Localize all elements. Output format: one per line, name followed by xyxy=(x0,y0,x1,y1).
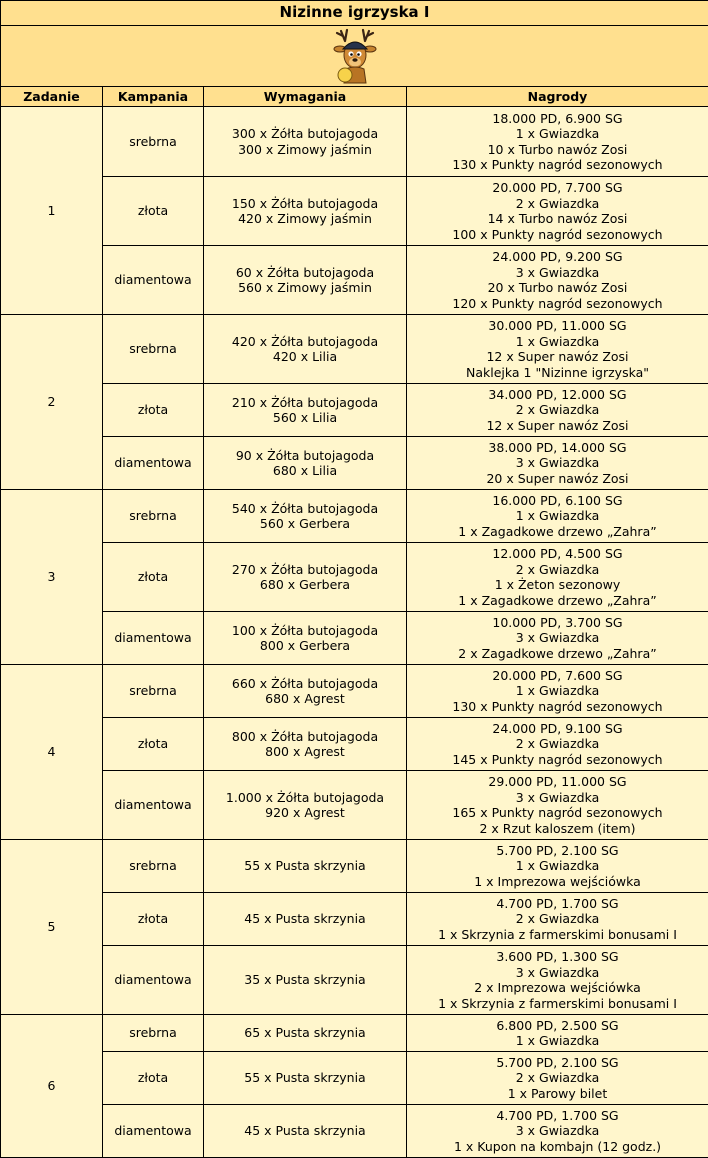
requirement-line: 540 x Żółta butojagoda xyxy=(231,500,379,516)
campaign-cell: diamentowa xyxy=(103,1105,204,1158)
reward-line: 2 x Gwiazdka xyxy=(515,736,600,752)
reward-line: 2 x Gwiazdka xyxy=(515,195,600,211)
requirement-line: 60 x Żółta butojagoda xyxy=(235,264,375,280)
rewards-cell xyxy=(407,1105,708,1158)
reward-line: 2 x Rzut kaloszem (item) xyxy=(479,820,636,836)
requirements-cell xyxy=(204,893,407,946)
rewards-cell xyxy=(407,893,708,946)
reward-line: 20.000 PD, 7.600 SG xyxy=(492,667,623,683)
campaign-cell: srebrna xyxy=(103,1015,204,1052)
header-zadanie: Zadanie xyxy=(1,87,103,107)
reward-line: 2 x Gwiazdka xyxy=(515,402,600,418)
reward-line: 16.000 PD, 6.100 SG xyxy=(492,492,623,508)
campaign-cell: srebrna xyxy=(103,315,204,384)
task-number: 2 xyxy=(1,315,103,490)
requirements-cell xyxy=(204,384,407,437)
campaign-cell: złota xyxy=(103,177,204,246)
requirement-line: 270 x Żółta butojagoda xyxy=(231,561,379,577)
reward-line: 1 x Skrzynia z farmerskimi bonusami I xyxy=(438,926,677,942)
table-row xyxy=(1,612,708,665)
rewards-cell xyxy=(407,718,708,771)
reward-line: 20 x Super nawóz Zosi xyxy=(486,470,629,486)
emblem-row xyxy=(1,26,708,87)
reward-line: 34.000 PD, 12.000 SG xyxy=(488,386,627,402)
requirement-line: 660 x Żółta butojagoda xyxy=(231,675,379,691)
reward-line: 1 x Imprezowa wejściówka xyxy=(474,873,641,889)
reward-line: 2 x Gwiazdka xyxy=(515,1070,600,1086)
requirements-cell xyxy=(204,246,407,315)
reward-line: 1 x Zagadkowe drzewo „Zahra” xyxy=(458,592,657,608)
rewards-cell xyxy=(407,437,708,490)
task-number: 6 xyxy=(1,1015,103,1158)
task-number: 5 xyxy=(1,840,103,1015)
requirement-line: 55 x Pusta skrzynia xyxy=(244,1070,366,1086)
campaign-cell: diamentowa xyxy=(103,437,204,490)
page-title: Nizinne igrzyska I xyxy=(1,1,708,26)
requirement-line: 210 x Żółta butojagoda xyxy=(231,394,379,410)
requirement-line: 920 x Agrest xyxy=(265,805,345,820)
reward-line: 2 x Gwiazdka xyxy=(515,911,600,927)
requirement-line: 65 x Pusta skrzynia xyxy=(244,1025,366,1041)
requirement-line: 300 x Zimowy jaśmin xyxy=(238,141,372,157)
requirements-cell xyxy=(204,612,407,665)
header-wymagania: Wymagania xyxy=(204,87,407,107)
requirement-line: 1.000 x Żółta butojagoda xyxy=(225,789,385,805)
requirements-cell xyxy=(204,1105,407,1158)
reward-line: 2 x Imprezowa wejściówka xyxy=(474,980,641,995)
requirement-line: 90 x Żółta butojagoda xyxy=(235,447,375,463)
requirement-line: 680 x Lilia xyxy=(272,463,338,478)
requirement-line: 420 x Lilia xyxy=(272,349,338,364)
reindeer-mascot-icon xyxy=(331,27,379,85)
requirement-line: 420 x Zimowy jaśmin xyxy=(238,211,372,226)
task-number: 1 xyxy=(1,107,103,315)
campaign-cell: diamentowa xyxy=(103,246,204,315)
requirements-cell xyxy=(204,1015,407,1052)
reward-line: 1 x Gwiazdka xyxy=(515,858,600,874)
reward-line: 14 x Turbo nawóz Zosi xyxy=(487,211,628,226)
reward-line: 4.700 PD, 1.700 SG xyxy=(496,1107,619,1123)
table-row xyxy=(1,246,708,315)
reward-line: 38.000 PD, 14.000 SG xyxy=(488,439,627,455)
reward-line: 3 x Gwiazdka xyxy=(515,630,600,646)
rewards-cell xyxy=(407,771,708,840)
rewards-cell xyxy=(407,840,708,893)
table-row xyxy=(1,315,708,384)
reward-line: 100 x Punkty nagród sezonowych xyxy=(452,226,663,242)
reward-line: 29.000 PD, 11.000 SG xyxy=(488,774,627,789)
campaign-cell: złota xyxy=(103,384,204,437)
reward-line: 20 x Turbo nawóz Zosi xyxy=(487,280,628,295)
reward-line: 130 x Punkty nagród sezonowych xyxy=(452,698,663,714)
reward-line: 1 x Gwiazdka xyxy=(515,683,600,699)
rewards-cell xyxy=(407,1052,708,1105)
table-row xyxy=(1,665,708,718)
rewards-cell xyxy=(407,177,708,246)
requirements-cell xyxy=(204,840,407,893)
requirements-cell xyxy=(204,1052,407,1105)
header-nagrody: Nagrody xyxy=(407,87,708,107)
table-row xyxy=(1,893,708,946)
reward-line: 3 x Gwiazdka xyxy=(515,964,600,980)
requirements-cell xyxy=(204,107,407,177)
requirements-cell xyxy=(204,490,407,543)
requirement-line: 35 x Pusta skrzynia xyxy=(244,972,366,988)
campaign-cell: diamentowa xyxy=(103,612,204,665)
reward-line: 1 x Skrzynia z farmerskimi bonusami I xyxy=(438,995,677,1011)
title-row xyxy=(1,1,708,26)
table-row xyxy=(1,1052,708,1105)
campaign-cell: diamentowa xyxy=(103,771,204,840)
reward-line: 10 x Turbo nawóz Zosi xyxy=(487,141,628,157)
reward-line: Naklejka 1 "Nizinne igrzyska" xyxy=(465,364,650,380)
reward-line: 12 x Super nawóz Zosi xyxy=(486,349,629,364)
requirement-line: 150 x Żółta butojagoda xyxy=(231,195,379,211)
reward-line: 1 x Żeton sezonowy xyxy=(494,577,621,592)
reward-line: 145 x Punkty nagród sezonowych xyxy=(452,751,663,767)
reward-line: 12.000 PD, 4.500 SG xyxy=(492,546,623,561)
reward-line: 3.600 PD, 1.300 SG xyxy=(496,949,619,964)
reward-line: 24.000 PD, 9.100 SG xyxy=(492,720,623,736)
reward-line: 3 x Gwiazdka xyxy=(515,789,600,805)
rewards-cell xyxy=(407,490,708,543)
campaign-cell: złota xyxy=(103,718,204,771)
reward-line: 130 x Punkty nagród sezonowych xyxy=(452,157,663,172)
requirements-cell xyxy=(204,543,407,612)
table-row xyxy=(1,1105,708,1158)
reward-line: 3 x Gwiazdka xyxy=(515,264,600,280)
reward-line: 2 x Zagadkowe drzewo „Zahra” xyxy=(458,645,657,661)
requirements-cell xyxy=(204,315,407,384)
campaign-cell: diamentowa xyxy=(103,946,204,1015)
reward-line: 3 x Gwiazdka xyxy=(515,1123,600,1139)
campaign-cell: złota xyxy=(103,893,204,946)
task-number: 4 xyxy=(1,665,103,840)
task-number: 3 xyxy=(1,490,103,665)
reward-line: 24.000 PD, 9.200 SG xyxy=(492,249,623,264)
reward-line: 120 x Punkty nagród sezonowych xyxy=(452,295,663,311)
table-row xyxy=(1,107,708,177)
requirement-line: 560 x Lilia xyxy=(272,410,338,425)
requirement-line: 680 x Gerbera xyxy=(259,577,351,592)
rewards-cell xyxy=(407,612,708,665)
reward-line: 1 x Zagadkowe drzewo „Zahra” xyxy=(458,523,657,539)
rewards-cell xyxy=(407,665,708,718)
reward-line: 1 x Gwiazdka xyxy=(515,126,600,141)
reward-line: 20.000 PD, 7.700 SG xyxy=(492,180,623,195)
rewards-cell xyxy=(407,543,708,612)
requirement-line: 800 x Gerbera xyxy=(259,638,351,653)
requirement-line: 800 x Żółta butojagoda xyxy=(231,728,379,744)
campaign-cell: złota xyxy=(103,543,204,612)
requirement-line: 45 x Pusta skrzynia xyxy=(244,911,366,927)
requirement-line: 680 x Agrest xyxy=(265,691,345,706)
requirement-line: 45 x Pusta skrzynia xyxy=(244,1123,366,1139)
reward-line: 1 x Kupon na kombajn (12 godz.) xyxy=(453,1138,662,1154)
reward-line: 4.700 PD, 1.700 SG xyxy=(496,895,619,911)
table-row xyxy=(1,840,708,893)
reward-line: 18.000 PD, 6.900 SG xyxy=(492,110,623,126)
table-row xyxy=(1,1015,708,1052)
requirements-cell xyxy=(204,665,407,718)
table-body xyxy=(1,1,708,1158)
requirement-line: 420 x Żółta butojagoda xyxy=(231,333,379,349)
campaign-cell: srebrna xyxy=(103,490,204,543)
reward-line: 1 x Gwiazdka xyxy=(515,1033,600,1048)
requirements-cell xyxy=(204,771,407,840)
table-row xyxy=(1,490,708,543)
table-row xyxy=(1,718,708,771)
requirements-cell xyxy=(204,718,407,771)
campaign-cell: srebrna xyxy=(103,107,204,177)
campaign-cell: złota xyxy=(103,1052,204,1105)
emblem-cell xyxy=(1,26,708,87)
requirement-line: 55 x Pusta skrzynia xyxy=(244,858,366,874)
header-kampania: Kampania xyxy=(103,87,204,107)
requirement-line: 560 x Zimowy jaśmin xyxy=(238,280,372,295)
requirement-line: 560 x Gerbera xyxy=(259,516,351,531)
requirements-cell xyxy=(204,177,407,246)
rewards-cell xyxy=(407,946,708,1015)
reward-line: 1 x Gwiazdka xyxy=(515,333,600,349)
requirements-cell xyxy=(204,437,407,490)
table-row xyxy=(1,177,708,246)
reward-line: 6.800 PD, 2.500 SG xyxy=(496,1017,619,1033)
reward-line: 10.000 PD, 3.700 SG xyxy=(492,614,623,630)
requirement-line: 300 x Żółta butojagoda xyxy=(231,126,379,141)
reward-line: 5.700 PD, 2.100 SG xyxy=(496,842,619,858)
table-row xyxy=(1,771,708,840)
table-row xyxy=(1,384,708,437)
rewards-cell xyxy=(407,107,708,177)
rewards-cell xyxy=(407,1015,708,1052)
reward-line: 5.700 PD, 2.100 SG xyxy=(496,1054,619,1070)
requirements-cell xyxy=(204,946,407,1015)
rewards-cell xyxy=(407,246,708,315)
table-row xyxy=(1,543,708,612)
rewards-cell xyxy=(407,384,708,437)
emblem-wrap xyxy=(1,26,708,86)
table-row xyxy=(1,437,708,490)
header-row xyxy=(1,87,708,107)
campaign-cell: srebrna xyxy=(103,840,204,893)
reward-line: 12 x Super nawóz Zosi xyxy=(486,417,629,433)
table-row xyxy=(1,946,708,1015)
rewards-cell xyxy=(407,315,708,384)
reward-line: 1 x Gwiazdka xyxy=(515,508,600,524)
requirement-line: 800 x Agrest xyxy=(265,744,345,759)
reward-line: 3 x Gwiazdka xyxy=(515,455,600,471)
requirement-line: 100 x Żółta butojagoda xyxy=(231,622,379,638)
reward-line: 30.000 PD, 11.000 SG xyxy=(488,318,627,333)
reward-line: 1 x Parowy bilet xyxy=(507,1085,608,1101)
reward-line: 165 x Punkty nagród sezonowych xyxy=(452,805,663,820)
reward-line: 2 x Gwiazdka xyxy=(515,561,600,577)
campaign-cell: srebrna xyxy=(103,665,204,718)
